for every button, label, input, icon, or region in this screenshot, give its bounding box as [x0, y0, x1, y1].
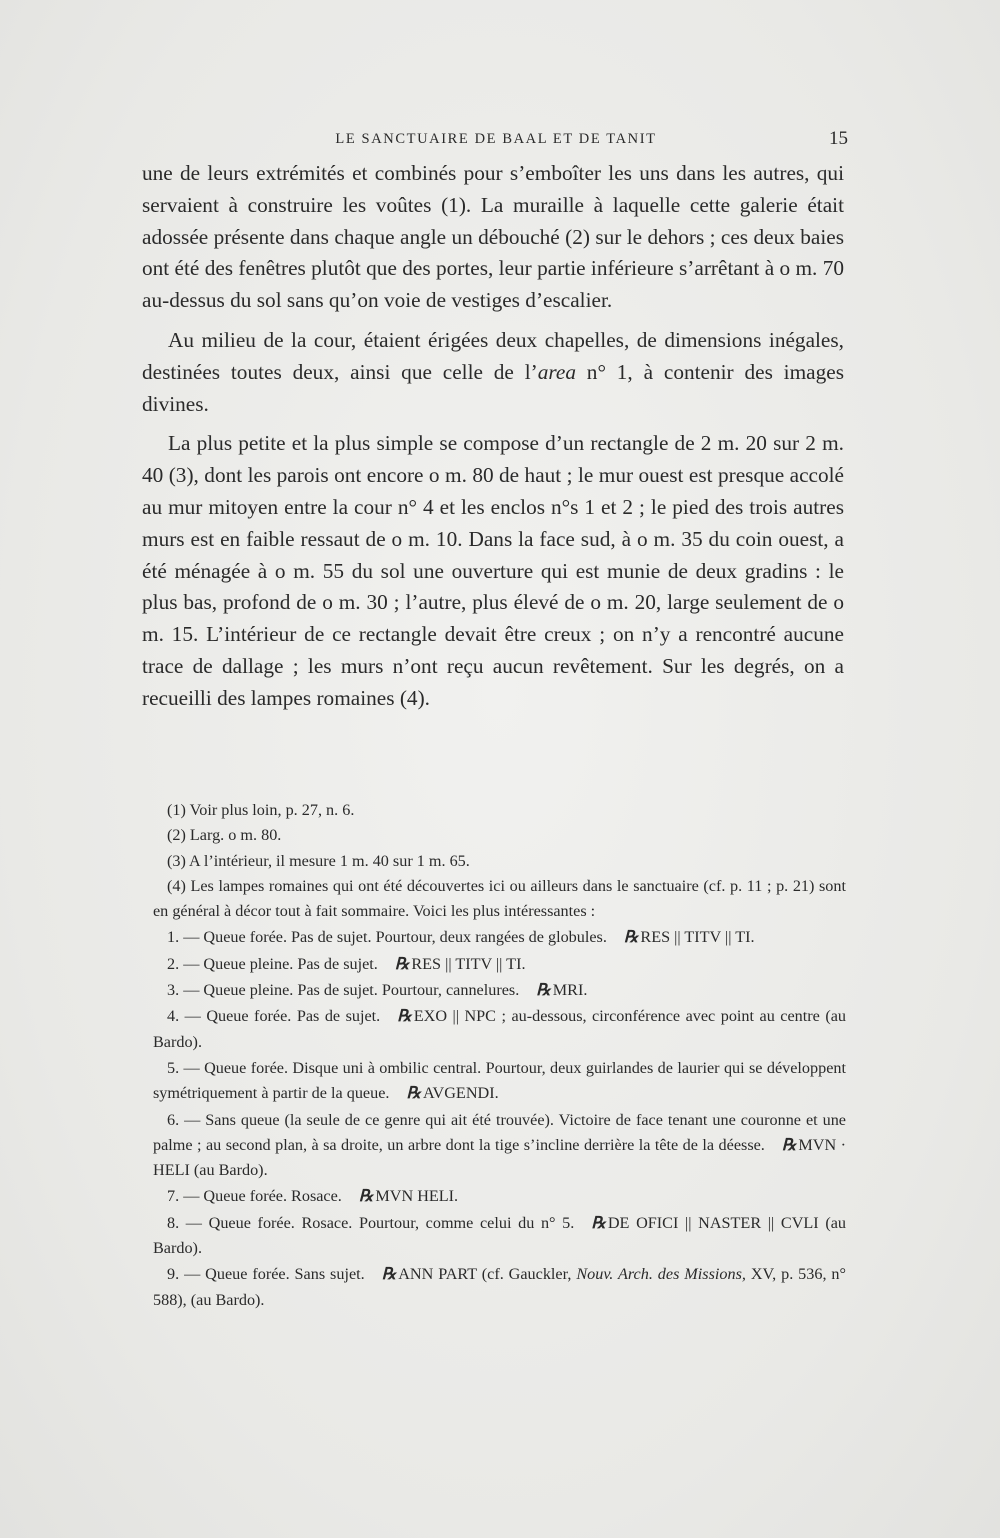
reverse-symbol-icon: ℞ — [394, 954, 409, 973]
main-text — [142, 158, 844, 715]
reverse-symbol-icon: ℞ — [358, 1187, 373, 1206]
footnote-2: (2) Larg. o m. 80. — [167, 826, 282, 845]
lamp-item-description: 5. — Queue forée. Disque uni à ombilic central. Pourtour, deux guirlandes de laurier qui se développent symétriquement à partir de la queue. — [153, 1058, 846, 1103]
lamp-item-9 — [153, 1262, 846, 1313]
lamp-item-inscription: MVN HELI. — [375, 1187, 459, 1206]
paragraph-3: La plus petite et la plus simple se compose d’un rectangle de 2 m. 20 sur 2 m. 40 (3), dont les parois ont encore o m. 80 de haut ; le mur ouest est presque accolé au mur mitoyen entre la cour n° 4 et les enclos n°s 1 et 2 ; le pied des trois autres murs est en faible ressaut de o m. 10. Dans la face sud, à o m. 35 du coin ouest, a été ménagée à o m. 55 du sol une ouverture qui est munie de deux gradins : le plus bas, profond de o m. 30 ; l’autre, plus élevé de o m. 20, large seulement de o m. 15. L’intérieur de ce rectangle devait être creux ; on n’y a rencontré aucune trace de dallage ; les murs n’ont reçu aucun revêtement. Sur les degrés, on a recueilli des lampes romaines (4). — [142, 431, 844, 710]
lamp-item-description: 7. — Queue forée. Rosace. — [167, 1187, 342, 1206]
lamp-item-5 — [153, 1056, 846, 1107]
lamp-item-1 — [153, 925, 846, 950]
running-head — [142, 128, 850, 152]
reverse-symbol-icon: ℞ — [623, 928, 638, 947]
reverse-symbol-icon: ℞ — [536, 981, 550, 1000]
paragraph-2 — [142, 325, 844, 420]
lamp-item-description: 2. — Queue pleine. Pas de sujet. — [167, 954, 378, 973]
lamp-item-inscription: MRI. — [552, 981, 588, 1000]
reverse-symbol-icon: ℞ — [397, 1007, 411, 1026]
footnotes — [153, 798, 846, 1313]
footnote-3: (3) A l’intérieur, il mesure 1 m. 40 sur 1 m. 65. — [167, 851, 470, 870]
lamp-item-description: 6. — Sans queue (la seule de ce genre qui ait été trouvée). Victoire de face tenant une couronne et une palme ; au second plan, à sa droite, un arbre dont la tige s’incline derrière la tête de la déesse. — [153, 1110, 846, 1154]
lamp-item-description: 9. — Queue forée. Sans sujet. — [167, 1265, 365, 1284]
reverse-symbol-icon: ℞ — [781, 1135, 796, 1154]
lamp-item-7 — [153, 1184, 846, 1209]
reverse-symbol-icon: ℞ — [381, 1265, 396, 1284]
footnote-1: (1) Voir plus loin, p. 27, n. 6. — [167, 801, 355, 819]
lamp-item-description: 4. — Queue forée. Pas de sujet. — [167, 1007, 381, 1026]
lamp-item-8 — [153, 1211, 846, 1262]
citation-rest: XV, p. 536, n° 588), (au Bardo). — [153, 1265, 846, 1309]
area-italic: area — [537, 359, 576, 384]
lamp-item-inscription: EXO || NPC ; au-dessous, circonférence avec point au centre (au Bardo). — [153, 1007, 846, 1051]
paragraph-2-end: n° 1, à contenir des images divines. — [142, 359, 845, 416]
citation-title: Nouv. Arch. des Missions, — [576, 1265, 746, 1284]
paragraph-1: une de leurs extrémités et combinés pour s’emboîter les uns dans les autres, qui servaient à construire les voûtes (1). La muraille à laquelle cette galerie était adossée présente dans chaque angle un débouché (2) sur le dehors ; ces deux baies ont été des fenêtres plutôt que des portes, leur partie inférieure s’arrêtant à o m. 70 au-dessus du sol sans qu’on voie de vestiges d’escalier. — [142, 161, 844, 313]
paragraph-2-start: Au milieu de la cour, étaient érigées deux chapelles, de dimensions inégales, destinées toutes deux, ainsi que celle de l’ — [142, 327, 844, 384]
lamp-item-description: 8. — Queue forée. Rosace. Pourtour, comme celui du n° 5. — [167, 1213, 575, 1232]
lamp-item-inscription: RES || TITV || TI. — [411, 954, 526, 973]
lamp-item-description: 3. — Queue pleine. Pas de sujet. Pourtour, cannelures. — [167, 981, 520, 1000]
lamp-item-inscription: MVN · HELI (au Bardo). — [153, 1135, 846, 1180]
lamp-item-description: 1. — Queue forée. Pas de sujet. Pourtour, deux rangées de globules. — [167, 928, 607, 947]
reverse-symbol-icon: ℞ — [591, 1213, 605, 1232]
lamp-item-inscription: RES || TITV || TI. — [640, 928, 755, 947]
lamp-item-inscription: DE OFICI || NASTER || CVLI (au Bardo). — [153, 1213, 847, 1258]
lamp-item-3 — [153, 978, 846, 1003]
lamp-item-inscription: ANN PART (cf. Gauckler, — [398, 1265, 577, 1284]
lamp-item-2 — [153, 952, 846, 977]
running-title: LE SANCTUAIRE DE BAAL ET DE TANIT — [335, 131, 657, 147]
lamp-item-4 — [153, 1004, 846, 1055]
footnote-4: (4) Les lampes romaines qui ont été découvertes ici ou ailleurs dans le sanctuaire (cf. p. 11 ; p. 21) sont en général à décor tout à fait sommaire. Voici les plus intéressantes : — [153, 876, 846, 921]
page-number: 15 — [829, 128, 848, 149]
reverse-symbol-icon: ℞ — [406, 1084, 420, 1103]
lamp-item-inscription: AVGENDI. — [422, 1084, 499, 1103]
lamp-item-6 — [153, 1108, 846, 1184]
